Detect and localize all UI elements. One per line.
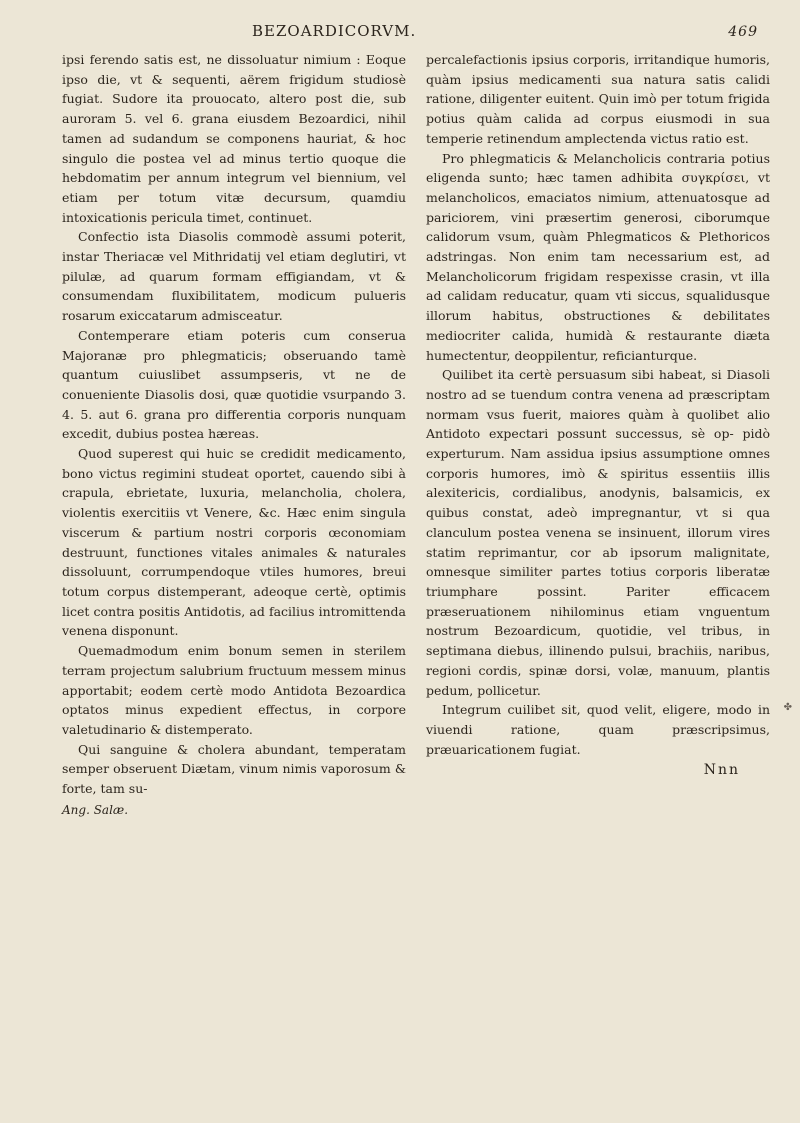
margin-ornament-icon: ✤ xyxy=(783,702,792,713)
paragraph: Confectio ista Diasolis commodè assumi poterit, instar Theriacæ vel Mithridatij vel etiam deglutiri, vt pilulæ, ad quarum formam effigiandam, vt & consumendam fluxibilitatem, modicum pulueris rosarum exiccatarum admisceatur. xyxy=(62,229,406,324)
signature-mark: Nnn xyxy=(703,762,740,779)
paragraph: Contemperare etiam poteris cum conserua Majoranæ pro phlegmaticis; obseruando tamè quantum cuiuslibet assumpseris, vt ne de conueniente Diasolis dosi, quæ quotidie vsurpando 3. 4. 5. aut 6. grana pro differentia corporis nunquam excedit, dubius postea hæreas. xyxy=(62,327,406,442)
text-columns xyxy=(62,50,770,820)
page-number: 469 xyxy=(728,24,758,40)
paragraph: ipsi ferendo satis est, ne dissoluatur nimium : Eoque ipso die, vt & sequenti, aërem frigidum studiosè fugiat. Sudore ita prouocato, altero post die, sub auroram 5. vel 6. grana eiusdem Bezoardici, nihil tamen ad sudandum se componens hauriat, & hoc singulo die postea vel ad minus tertio quoque die hebdomatim per annum integrum vel biennium, vel etiam per totum vitæ decursum, quamdiu intoxicationis pericula timet, continuet. xyxy=(62,52,406,225)
paragraph: Integrum cuilibet sit, quod velit, eligere, modo in viuendi ratione, quam præscripsimus, præuaricationem fugiat. xyxy=(426,702,770,757)
left-column xyxy=(62,50,406,820)
running-title: BEZOARDICORVM. xyxy=(252,22,417,40)
paragraph: Pro phlegmaticis & Melancholicis contraria potius eligenda sunto; hæc tamen adhibita συγκρίσει, vt melancholicos, emaciatos nimium, attenuatosque ad pariciorem, vini præsertim generosi, ciborumque calidorum vsum, quàm Phlegmaticos & Plethoricos adstringas. Non enim tam necessarium est, ad Melancholicorum frigidam respexisse crasin, vt illa ad calidam reducatur, quam vti siccus, squalidusque illorum habitus, obstructiones & debilitates mediocriter calida, humidà & restaurante diæta humectentur, deoppilentur, reficianturque. xyxy=(426,150,770,363)
paragraph: Quemadmodum enim bonum semen in sterilem terram projectum salubrium fructuum messem minus apportabit; eodem certè modo Antidota Bezoardica optatos minus expedient effectus, in corpore valetudinario & distemperato. xyxy=(62,643,406,737)
paragraph: Qui sanguine & cholera abundant, temperatam semper obseruent Diætam, vinum nimis vaporosum & forte, tam su- xyxy=(62,741,406,797)
page-header xyxy=(62,20,770,50)
paragraph: Quod superest qui huic se credidit medicamento, bono victus regimini studeat oportet, cauendo sibi à crapula, ebrietate, luxuria, melancholia, cholera, violentis exercitiis vt Venere, &c. Hæc enim singula viscerum & partium nostri corporis œconomiam destruunt, functiones vitales animales & naturales dissoluunt, corrumpendoque vtiles humores, breui totum corpus distemperant, adeoque certè, optimis licet contra positis Antidotis, ad facilius intromittenda venena disponunt. xyxy=(62,446,406,639)
paragraph: Quilibet ita certè persuasum sibi habeat, si Diasoli nostro ad se tuendum contra venena ad præscriptam normam vsus fuerit, maiores quàm à quolibet alio Antidoto expectari possunt successus, sè op- pidò experturum. Nam assidua ipsius assumptione omnes corporis humores, imò & spiritus essentiis illis alexitericis, cordialibus, anodynis, balsamicis, ex quibus constat, adeò impregnantur, vt si qua clanculum postea venena se insinuent, illorum vires statim reprimantur, cor ab ipsorum malignitate, omnesque similiter partes totius corporis liberatæ triumphare possint. Pariter efficacem præseruationem nihilominus etiam vnguentum nostrum Bezoardicum, quotidie, vel tribus, in septimana diebus, illinendo pulsui, brachiis, naribus, regioni cordis, spinæ dorsi, volæ, manuum, plantis pedum, pollicetur. xyxy=(426,367,770,698)
catchword: Ang. Salæ. xyxy=(62,802,129,817)
right-column xyxy=(426,50,770,820)
paragraph: percalefactionis ipsius corporis, irritandique humoris, quàm ipsius medicamenti sua natura satis calidi ratione, diligenter euitent. Quin imò per totum frigida potius quàm calida ad corpus eiusmodi in sua temperie retinendum amplectenda victus ratio est. xyxy=(426,52,770,146)
